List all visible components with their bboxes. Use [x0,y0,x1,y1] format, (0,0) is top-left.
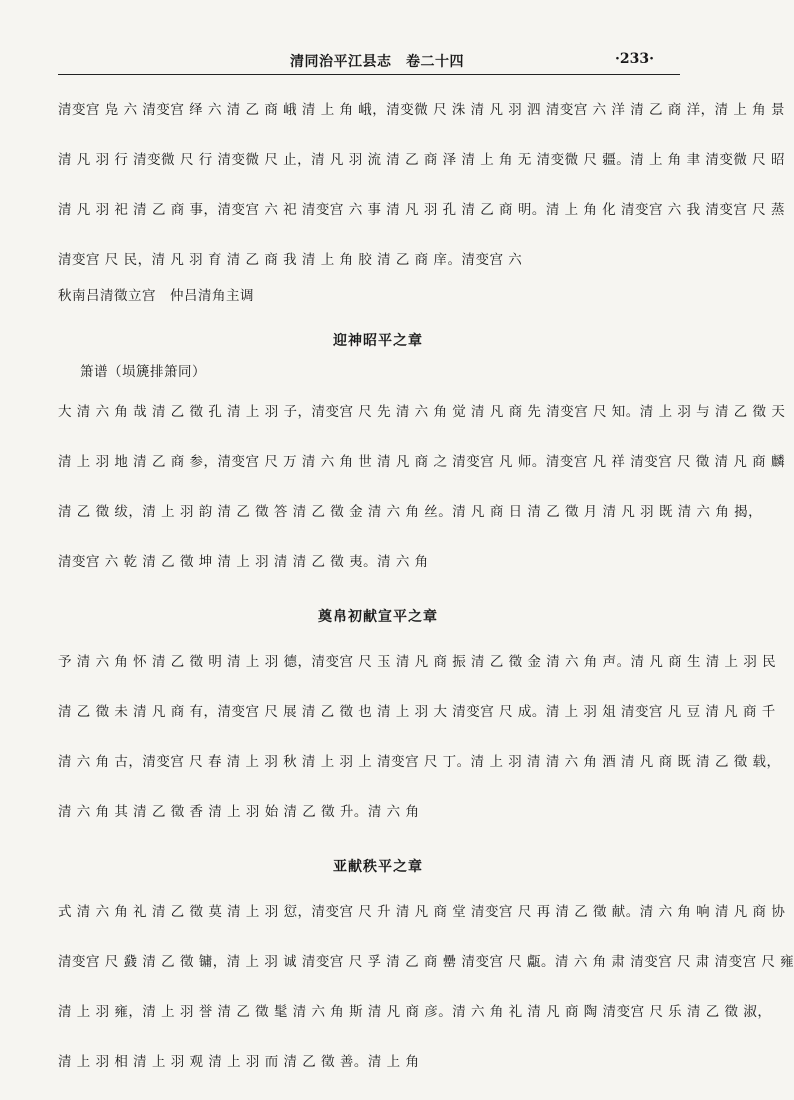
section-dianbo [58,599,781,837]
notation-note: 箫谱（埙篪排箫同） [80,364,206,380]
section-title: 迎神昭平之章 [333,333,423,349]
score-block-1 [58,85,785,285]
mode-note: 秋南吕清徵立宫 仲吕清角主调 [58,288,254,304]
score-line: 清 六 角 古，清变宫 尺 春 清 上 羽 秋 清 上 羽 上 清变宫 尺 丁。清 上 羽 清 清 六 角 酒 清 凡 商 既 清 乙 徵 载， [58,754,781,770]
score-line: 清变宫 凫 六 清变宫 绎 六 清 乙 商 峨 清 上 角 峨，清变微 尺 洙 清 凡 羽 泗 清变宫 六 洋 清 乙 商 洋，清 上 角 景 [58,102,785,118]
header-rule [58,74,680,75]
score-line: 清 上 羽 相 清 上 羽 观 清 上 羽 而 清 乙 徵 善。清 上 角 [58,1054,420,1070]
score-line: 清 上 羽 雍，清 上 羽 誉 清 乙 徵 髦 清 六 角 斯 清 凡 商 彦。清 六 角 礼 清 凡 商 陶 清变宫 尺 乐 清 乙 徵 淑， [58,1004,772,1020]
score-line: 清变宫 尺 民，清 凡 羽 育 清 乙 商 我 清 上 角 胶 清 乙 商 庠。清变宫 六 [58,252,523,268]
section-yingshen [58,323,786,587]
document-body [58,85,794,1087]
score-line: 清 乙 徵 绂，清 上 羽 韵 清 乙 徵 答 清 乙 徵 金 清 六 角 丝。清 凡 商 日 清 乙 徵 月 清 凡 羽 既 清 六 角 揭， [58,504,763,520]
score-line: 式 清 六 角 礼 清 乙 徵 莫 清 上 羽 愆，清变宫 尺 升 清 凡 商 堂 清变宫 尺 再 清 乙 徵 献。清 六 角 响 清 凡 商 协 [58,904,786,920]
score-line: 予 清 六 角 怀 清 乙 徵 明 清 上 羽 德，清变宫 尺 玉 清 凡 商 振 清 乙 徵 金 清 六 角 声。清 凡 商 生 清 上 羽 民 [58,654,777,670]
running-header-title: 清同治平江县志 卷二十四 [290,54,464,70]
score-line: 大 清 六 角 哉 清 乙 徵 孔 清 上 羽 子，清变宫 尺 先 清 六 角 觉 清 凡 商 先 清变宫 尺 知。清 上 羽 与 清 乙 徵 天 [58,404,786,420]
section-yaxian [58,849,794,1087]
score-line: 清 凡 羽 祀 清 乙 商 事，清变宫 六 祀 清变宫 六 事 清 凡 羽 孔 清 乙 商 明。清 上 角 化 清变宫 六 我 清变宫 尺 蒸 [58,202,785,218]
score-line: 清 凡 羽 行 清变微 尺 行 清变微 尺 止，清 凡 羽 流 清 乙 商 泽 清 上 角 无 清变微 尺 疆。清 上 角 聿 清变微 尺 昭 [58,152,785,168]
score-line: 清 六 角 其 清 乙 徵 香 清 上 羽 始 清 乙 徵 升。清 六 角 [58,804,420,820]
score-line: 清 乙 徵 未 清 凡 商 有，清变宫 尺 展 清 乙 徵 也 清 上 羽 大 清变宫 尺 成。清 上 羽 俎 清变宫 凡 豆 清 凡 商 千 [58,704,776,720]
section-title: 奠帛初献宣平之章 [318,609,438,625]
score-line: 清 上 羽 地 清 乙 商 参，清变宫 尺 万 清 六 角 世 清 凡 商 之 清变宫 凡 师。清变宫 凡 祥 清变宫 尺 徵 清 凡 商 麟 [58,454,785,470]
score-line: 清变宫 六 乾 清 乙 徵 坤 清 上 羽 清 清 乙 徵 夷。清 六 角 [58,554,429,570]
score-line: 清变宫 尺 鼗 清 乙 徵 镛，清 上 羽 诚 清变宫 尺 孚 清 乙 商 罍 清变宫 尺 甗。清 六 角 肃 清变宫 尺 肃 清变宫 尺 雍 [58,954,794,970]
section-title: 亚献秩平之章 [333,859,423,875]
page-number: ·233· [615,51,654,67]
